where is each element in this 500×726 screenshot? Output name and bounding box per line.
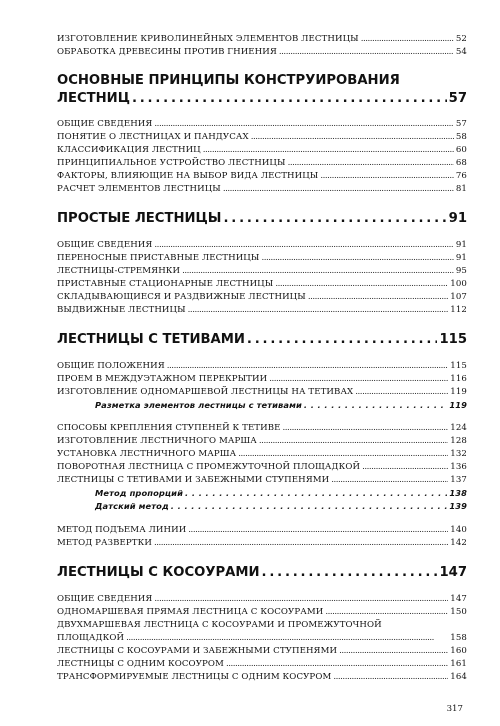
toc-entry-title: ФАКТОРЫ, ВЛИЯЮЩИЕ НА ВЫБОР ВИДА ЛЕСТНИЦЫ bbox=[57, 171, 319, 181]
toc-entry-page: 57 bbox=[455, 119, 467, 129]
dot-leader bbox=[262, 564, 438, 582]
toc-entry bbox=[57, 524, 467, 537]
toc-entry bbox=[57, 422, 467, 435]
toc-entry-title: ЛЕСТНИЦЫ С ОДНИМ КОСОУРОМ bbox=[57, 659, 224, 669]
chapter-title: ЛЕСТНИЦЫ С ТЕТИВАМИ bbox=[57, 332, 245, 347]
chapter-heading bbox=[57, 210, 467, 228]
dot-leader bbox=[361, 33, 454, 46]
toc-entry-title: ОБЩИЕ ПОЛОЖЕНИЯ bbox=[57, 361, 165, 371]
toc-entry-page: 164 bbox=[450, 672, 467, 682]
dot-leader bbox=[171, 500, 448, 513]
dot-leader bbox=[275, 278, 448, 291]
toc-entry-title: ДВУХМАРШЕВАЯ ЛЕСТНИЦА С КОСОУРАМИ И ПРОМЕЖУТОЧНОЙ bbox=[57, 620, 382, 630]
toc-entry bbox=[57, 360, 467, 373]
dot-leader bbox=[304, 399, 448, 412]
toc-entry-title: ИЗГОТОВЛЕНИЕ ОДНОМАРШЕВОЙ ЛЕСТНИЦЫ НА ТЕТИВАХ bbox=[57, 387, 354, 397]
toc-entry-page: 119 bbox=[449, 400, 467, 410]
toc-entry bbox=[57, 386, 467, 399]
dot-leader bbox=[308, 291, 448, 304]
toc-entry-title: МЕТОД РАЗВЕРТКИ bbox=[57, 538, 152, 548]
chapter-page: 91 bbox=[448, 211, 467, 226]
toc-subentry bbox=[57, 500, 467, 513]
toc-entry-page: 132 bbox=[450, 449, 467, 459]
dot-leader bbox=[259, 435, 448, 448]
chapter-title-line1: ОСНОВНЫЕ ПРИНЦИПЫ КОНСТРУИРОВАНИЯ bbox=[57, 73, 400, 88]
toc-entry-page: 91 bbox=[455, 253, 467, 263]
toc-entry bbox=[57, 265, 467, 278]
toc-entry-page: 124 bbox=[450, 423, 467, 433]
chapter-page: 57 bbox=[448, 91, 467, 106]
toc-entry-page: 147 bbox=[450, 594, 467, 604]
chapter-title: ЛЕСТНИЦ bbox=[57, 91, 130, 106]
toc-entry-title: КЛАССИФИКАЦИЯ ЛЕСТНИЦ bbox=[57, 145, 201, 155]
toc-entry bbox=[57, 144, 467, 157]
toc-entry-page: 76 bbox=[455, 171, 467, 181]
toc-entry-title: ЛЕСТНИЦЫ С КОСОУРАМИ И ЗАБЕЖНЫМИ СТУПЕНЯМИ bbox=[57, 646, 338, 656]
toc-entry-page: 161 bbox=[450, 659, 467, 669]
dot-leader bbox=[261, 252, 453, 265]
page-number: 317 bbox=[446, 704, 463, 714]
toc-entry-title: ОБРАБОТКА ДРЕВЕСИНЫ ПРОТИВ ГНИЕНИЯ bbox=[57, 47, 277, 57]
toc-entry-page: 54 bbox=[455, 47, 467, 57]
toc-entry-page: 107 bbox=[450, 292, 467, 302]
toc-entry bbox=[57, 239, 467, 252]
dot-leader bbox=[288, 157, 454, 170]
toc-entry bbox=[57, 645, 467, 658]
toc-entry-page: 137 bbox=[450, 475, 467, 485]
toc-subentry bbox=[57, 487, 467, 500]
toc-entry bbox=[57, 131, 467, 144]
toc-entry bbox=[57, 537, 467, 550]
toc-entry-title: ВЫДВИЖНЫЕ ЛЕСТНИЦЫ bbox=[57, 305, 186, 315]
toc-entry-page: 91 bbox=[455, 240, 467, 250]
dot-leader bbox=[362, 461, 448, 474]
dot-leader bbox=[188, 304, 449, 317]
dot-leader bbox=[132, 90, 447, 108]
toc-entry-title: ЛЕСТНИЦЫ-СТРЕМЯНКИ bbox=[57, 266, 181, 276]
toc-entry-page: 119 bbox=[450, 387, 467, 397]
dot-leader bbox=[223, 210, 446, 228]
toc-entry-title: ПОНЯТИЕ О ЛЕСТНИЦАХ И ПАНДУСАХ bbox=[57, 132, 249, 142]
toc-entry-title: Метод пропорций bbox=[95, 488, 184, 498]
toc-entry-title: ПРОЕМ В МЕЖДУЭТАЖНОМ ПЕРЕКРЫТИИ bbox=[57, 374, 268, 384]
chapter-title: ЛЕСТНИЦЫ С КОСОУРАМИ bbox=[57, 565, 260, 580]
toc-entry bbox=[57, 461, 467, 474]
chapter-page: 147 bbox=[439, 565, 467, 580]
toc-entry-page: 58 bbox=[455, 132, 467, 142]
dot-leader bbox=[154, 239, 453, 252]
toc-entry-title: ПРИНЦИПИАЛЬНОЕ УСТРОЙСТВО ЛЕСТНИЦЫ bbox=[57, 158, 286, 168]
dot-leader bbox=[333, 671, 448, 684]
toc-entry-title: ОБЩИЕ СВЕДЕНИЯ bbox=[57, 240, 153, 250]
toc-entry-title: ОБЩИЕ СВЕДЕНИЯ bbox=[57, 594, 153, 604]
toc-entry-page: 60 bbox=[455, 145, 467, 155]
toc-entry-title: ТРАНСФОРМИРУЕМЫЕ ЛЕСТНИЦЫ С ОДНИМ КОСУРОМ bbox=[57, 672, 332, 682]
toc-entry-title: РАСЧЕТ ЭЛЕМЕНТОВ ЛЕСТНИЦЫ bbox=[57, 184, 221, 194]
dot-leader bbox=[325, 606, 448, 619]
toc-entry bbox=[57, 632, 467, 645]
chapter-heading bbox=[57, 564, 467, 582]
chapter-page: 115 bbox=[439, 332, 467, 347]
toc-entry-title: МЕТОД ПОДЪЕМА ЛИНИИ bbox=[57, 525, 187, 535]
toc-entry bbox=[57, 170, 467, 183]
chapter-title: ПРОСТЫЕ ЛЕСТНИЦЫ bbox=[57, 211, 222, 226]
toc-entry-page: 116 bbox=[450, 374, 467, 384]
toc-entry-page: 160 bbox=[450, 646, 467, 656]
toc-entry-page: 128 bbox=[450, 436, 467, 446]
toc-entry-title: ИЗГОТОВЛЕНИЕ КРИВОЛИНЕЙНЫХ ЭЛЕМЕНТОВ ЛЕСТНИЦЫ bbox=[57, 34, 359, 44]
toc-entry-page: 112 bbox=[450, 305, 467, 315]
dot-leader bbox=[188, 524, 448, 537]
toc-entry bbox=[57, 304, 467, 317]
toc-entry-title: ПОВОРОТНАЯ ЛЕСТНИЦА С ПРОМЕЖУТОЧНОЙ ПЛОЩАДКОЙ bbox=[57, 462, 361, 472]
toc-subentry bbox=[57, 399, 467, 412]
toc-entry bbox=[57, 46, 467, 59]
dot-leader bbox=[247, 331, 438, 349]
dot-leader bbox=[167, 360, 449, 373]
toc-entry bbox=[57, 448, 467, 461]
dot-leader bbox=[203, 144, 454, 157]
dot-leader bbox=[182, 265, 454, 278]
dot-leader bbox=[331, 474, 448, 487]
toc-entry-title: ИЗГОТОВЛЕНИЕ ЛЕСТНИЧНОГО МАРША bbox=[57, 436, 257, 446]
dot-leader bbox=[154, 537, 448, 550]
toc-entry-title: ПЛОЩАДКОЙ bbox=[57, 633, 125, 643]
toc-entry bbox=[57, 373, 467, 386]
dot-leader bbox=[226, 658, 448, 671]
toc-entry-title: СПОСОБЫ КРЕПЛЕНИЯ СТУПЕНЕЙ К ТЕТИВЕ bbox=[57, 423, 281, 433]
dot-leader bbox=[154, 118, 453, 131]
toc-entry-page: 140 bbox=[450, 525, 467, 535]
toc-entry-page: 139 bbox=[449, 501, 467, 511]
toc-entry-title: ПЕРЕНОСНЫЕ ПРИСТАВНЫЕ ЛЕСТНИЦЫ bbox=[57, 253, 260, 263]
toc-entry bbox=[57, 671, 467, 684]
toc-entry bbox=[57, 252, 467, 265]
toc-entry bbox=[57, 658, 467, 671]
dot-leader bbox=[283, 422, 449, 435]
toc-entry-title: ПРИСТАВНЫЕ СТАЦИОНАРНЫЕ ЛЕСТНИЦЫ bbox=[57, 279, 274, 289]
dot-leader bbox=[279, 46, 454, 59]
toc-entry bbox=[57, 118, 467, 131]
toc-entry-page: 68 bbox=[455, 158, 467, 168]
toc-entry-title: Разметка элементов лестницы с тетивами bbox=[95, 400, 302, 410]
toc-entry-page: 95 bbox=[455, 266, 467, 276]
dot-leader bbox=[269, 373, 448, 386]
toc-entry-title: ОБЩИЕ СВЕДЕНИЯ bbox=[57, 119, 153, 129]
toc-entry-page: 142 bbox=[450, 538, 467, 548]
toc-entry-page: 136 bbox=[450, 462, 467, 472]
toc-entry bbox=[57, 291, 467, 304]
toc-entry-page: 115 bbox=[450, 361, 467, 371]
toc-entry-page: 138 bbox=[449, 488, 467, 498]
table-of-contents bbox=[57, 33, 467, 684]
toc-entry bbox=[57, 157, 467, 170]
toc-entry-title: ОДНОМАРШЕВАЯ ПРЯМАЯ ЛЕСТНИЦА С КОСОУРАМИ bbox=[57, 607, 324, 617]
dot-leader bbox=[126, 632, 448, 645]
toc-entry-title: СКЛАДЫВАЮЩИЕСЯ И РАЗДВИЖНЫЕ ЛЕСТНИЦЫ bbox=[57, 292, 306, 302]
toc-entry bbox=[57, 593, 467, 606]
dot-leader bbox=[320, 170, 454, 183]
chapter-heading bbox=[57, 90, 467, 108]
toc-entry bbox=[57, 474, 467, 487]
toc-entry-title: УСТАНОВКА ЛЕСТНИЧНОГО МАРША bbox=[57, 449, 237, 459]
toc-entry-page: 52 bbox=[455, 34, 467, 44]
toc-entry-page: 158 bbox=[450, 633, 467, 643]
toc-entry-title: ЛЕСТНИЦЫ С ТЕТИВАМИ И ЗАБЕЖНЫМИ СТУПЕНЯМИ bbox=[57, 475, 330, 485]
toc-entry-line1 bbox=[57, 619, 467, 632]
toc-entry bbox=[57, 435, 467, 448]
dot-leader bbox=[339, 645, 448, 658]
toc-entry bbox=[57, 183, 467, 196]
toc-entry-title: Датский метод bbox=[95, 501, 169, 511]
dot-leader bbox=[355, 386, 448, 399]
dot-leader bbox=[154, 593, 448, 606]
dot-leader bbox=[238, 448, 448, 461]
toc-entry-page: 81 bbox=[455, 184, 467, 194]
dot-leader bbox=[251, 131, 454, 144]
toc-entry bbox=[57, 33, 467, 46]
chapter-heading bbox=[57, 331, 467, 349]
toc-entry bbox=[57, 606, 467, 619]
dot-leader bbox=[223, 183, 454, 196]
toc-entry-page: 100 bbox=[450, 279, 467, 289]
dot-leader bbox=[185, 487, 447, 500]
toc-entry-page: 150 bbox=[450, 607, 467, 617]
toc-entry bbox=[57, 278, 467, 291]
